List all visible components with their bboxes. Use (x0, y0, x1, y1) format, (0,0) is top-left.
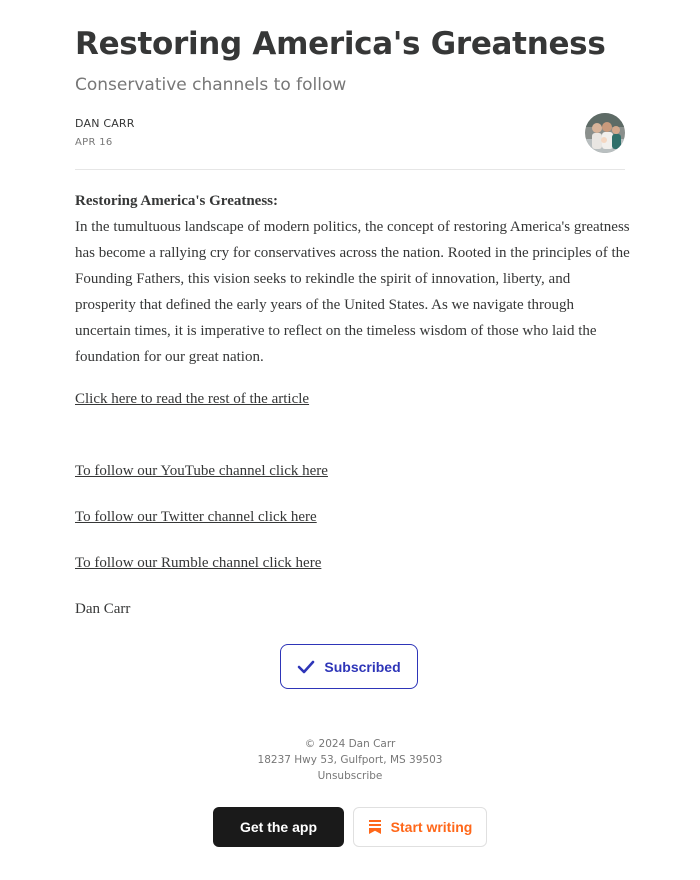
checkmark-icon (297, 660, 315, 674)
author-avatar[interactable] (585, 113, 625, 153)
post-date: APR 16 (75, 137, 113, 148)
header-divider (75, 169, 625, 170)
footer-address: 18237 Hwy 53, Gulfport, MS 39503 (257, 754, 443, 766)
start-writing-button[interactable] (353, 807, 487, 847)
unsubscribe-link[interactable]: Unsubscribe (317, 770, 383, 782)
get-app-button[interactable] (213, 807, 344, 847)
footer (0, 736, 700, 784)
author-name[interactable]: DAN CARR (75, 117, 135, 130)
subscribed-label: Subscribed (324, 658, 401, 675)
subscribed-button[interactable] (280, 644, 418, 689)
signoff: Dan Carr (75, 601, 131, 617)
bookmark-flag-icon (368, 819, 382, 835)
youtube-link[interactable]: To follow our YouTube channel click here (75, 463, 328, 479)
post-title: Restoring America's Greatness (75, 26, 606, 62)
article-paragraph: In the tumultuous landscape of modern politics, the concept of restoring America's greatness has become a rallying cry for conservatives across the nation. Rooted in the principles of the Founding Fathers, this vision seeks to rekindle the spirit of innovation, liberty, and prosperity that defined the early years of the United States. As we navigate through uncertain times, it is imperative to reflect on the timeless wisdom of those who laid the foundation for our great nation. (75, 219, 630, 365)
read-more-link[interactable]: Click here to read the rest of the article (75, 391, 310, 407)
article-body (75, 188, 630, 370)
twitter-link[interactable]: To follow our Twitter channel click here (75, 509, 317, 525)
post-subtitle: Conservative channels to follow (75, 75, 347, 95)
article-heading: Restoring America's Greatness: (75, 193, 279, 209)
footer-copyright: © 2024 Dan Carr (304, 738, 396, 750)
get-app-label: Get the app (239, 819, 317, 835)
avatar-photo (585, 113, 625, 153)
start-writing-label: Start writing (390, 819, 473, 835)
rumble-link[interactable]: To follow our Rumble channel click here (75, 555, 322, 571)
